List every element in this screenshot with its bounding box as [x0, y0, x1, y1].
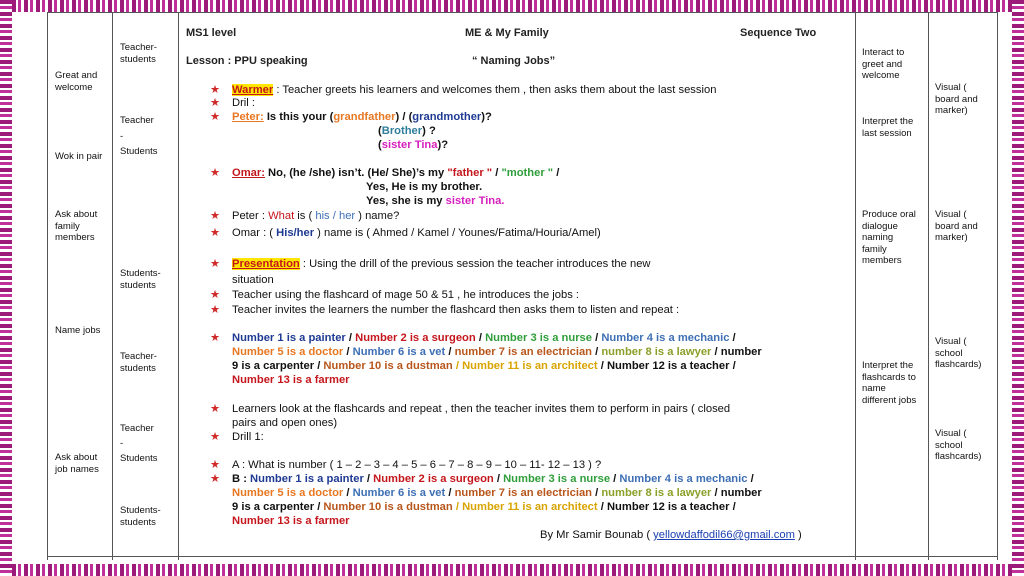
- answer-b-label: B :: [232, 473, 247, 485]
- omar-label: Omar:: [232, 167, 265, 179]
- omar-name-answer: ★ Omar : ( His/her ) name is ( Ahmed / Kamel / Younes/Fatima/Houria/Amel): [210, 227, 601, 239]
- separator: ) ?: [422, 125, 436, 137]
- answer-text: No, (he /she) isn’t. (He/ She)’s my: [264, 167, 448, 179]
- pairs-instruction-2: [210, 417, 337, 430]
- jobs-line-4: [210, 374, 350, 387]
- sequence-label: Sequence Two: [740, 27, 817, 39]
- decorative-border-right: [1012, 0, 1024, 576]
- decorative-border-bottom: [0, 564, 1024, 576]
- peter-name-question: ★ Peter : What is ( his / her ) name?: [210, 210, 400, 222]
- material-1: Visual ( board and marker): [935, 82, 978, 116]
- interaction-1: Teacher-students: [120, 42, 157, 65]
- stage-greet: Great and welcome: [55, 70, 98, 93]
- jobs-line-2: Number 5 is a doctor / Number 6 is a vet / number 7 is an electrician / number 8 is a lawyer / number: [232, 346, 762, 358]
- question-a: ★ A : What is number ( 1 – 2 – 3 – 4 – 5 – 6 – 7 – 8 – 9 – 10 – 11- 12 – 13 ) ?: [210, 459, 602, 471]
- objective-3: Produce oral dialogue naming family members: [862, 209, 916, 266]
- author-email-link[interactable]: yellowdaffodil66@gmail.com: [653, 529, 795, 541]
- presentation-line: ★ Presentation : Using the drill of the previous session the teacher introduces the new: [210, 258, 651, 270]
- drill1-label: Drill 1:: [232, 431, 264, 443]
- word-what: What: [268, 210, 295, 222]
- separator: (: [378, 125, 382, 137]
- peter-label: Peter:: [232, 111, 264, 123]
- material-2: Visual ( board and marker): [935, 209, 978, 243]
- answer-b-line-4: [210, 515, 350, 528]
- word-grandfather: grandfather: [333, 111, 396, 123]
- interaction-8: Students-students: [120, 505, 161, 528]
- separator: ) name?: [355, 210, 400, 222]
- separator: )?: [481, 111, 492, 123]
- job-10: Number 10 is a dustman: [323, 360, 453, 372]
- job-5: Number 5 is a doctor: [232, 346, 344, 358]
- yes-brother: Yes, He is my brother.: [366, 181, 483, 193]
- peter-label: Peter :: [232, 210, 269, 222]
- job-1: Number 1 is a painter: [232, 332, 346, 344]
- job-11: Number 11 is an architect: [462, 501, 598, 513]
- question-text: Is this your (: [263, 111, 334, 123]
- job-13: Number 13 is a farmer: [232, 374, 350, 386]
- word-sister-tina: sister Tina: [381, 139, 438, 151]
- interaction-6: Teacher: [120, 423, 154, 434]
- interaction-7a: -: [120, 438, 124, 449]
- interaction-3b: Students: [120, 146, 158, 157]
- separator: /: [492, 167, 502, 179]
- answer-b-line-2: Number 5 is a doctor / Number 6 is a vet / number 7 is an electrician / number 8 is a lawyer / number: [232, 487, 762, 499]
- job-4: Number 4 is a mechanic: [619, 473, 748, 485]
- level-label: MS1 level: [186, 27, 237, 39]
- job-8: number 8 is a lawyer: [601, 487, 712, 499]
- interaction-2: Teacher: [120, 115, 154, 126]
- answer-b-line-1: ★ B : Number 1 is a painter / Number 2 is a surgeon / Number 3 is a nurse / Number 4 is a mechanic /: [210, 473, 754, 485]
- material-4: Visual ( school flashcards): [935, 428, 982, 462]
- separator: )?: [437, 139, 449, 151]
- decorative-border-left: [0, 0, 12, 576]
- job-6: Number 6 is a vet: [352, 487, 446, 499]
- drill-line: ★ Dril :: [210, 97, 255, 109]
- separator: /: [553, 167, 560, 179]
- situation-line: [210, 274, 274, 287]
- job-2: Number 2 is a surgeon: [355, 332, 476, 344]
- job-11: Number 11 is an architect: [462, 360, 598, 372]
- job-1: Number 1 is a painter: [250, 473, 364, 485]
- interaction-5: Teacher-students: [120, 351, 157, 374]
- stage-pair: Wok in pair: [55, 151, 103, 162]
- warmer-line: ★ Warmer : Teacher greets his learners and welcomes them , then asks them about the last session: [210, 84, 717, 96]
- names-list: ) name is ( Ahmed / Kamel / Younes/Fatima/Houria/Amel): [314, 227, 601, 239]
- flashcard-text: Teacher using the flashcard of mage 50 & 51 , he introduces the jobs :: [232, 289, 580, 301]
- brother-option: [378, 125, 436, 138]
- objective-2: Interpret the last session: [862, 116, 914, 139]
- job-3: Number 3 is a nurse: [485, 332, 593, 344]
- author-name: By Mr Samir Bounab (: [540, 529, 654, 541]
- word-mother: "mother ": [501, 167, 554, 179]
- job-6: Number 6 is a vet: [352, 346, 446, 358]
- omar-answer: ★ Omar: No, (he /she) isn’t. (He/ She)’s my "father " / "mother " /: [210, 167, 560, 179]
- warmer-label: Warmer: [232, 84, 274, 96]
- interaction-4: Students-students: [120, 268, 161, 291]
- separator: ): [794, 529, 802, 541]
- table-line: [47, 556, 998, 557]
- word-grandmother: grandmother: [412, 111, 482, 123]
- omar-label: Omar : (: [232, 227, 277, 239]
- word-father: "father ": [447, 167, 493, 179]
- unit-title: ME & My Family: [465, 27, 549, 39]
- job-7: number 7 is an electrician: [454, 346, 593, 358]
- job-12: Number 12 is a teacher /: [606, 501, 736, 513]
- author-credit: [540, 529, 802, 542]
- pairs-text: Learners look at the flashcards and repeat , then the teacher invites them to perform in pairs ( closed: [232, 403, 731, 415]
- presentation-text: : Using the drill of the previous session the teacher introduces the new: [299, 258, 651, 270]
- question-a-text: A : What is number ( 1 – 2 – 3 – 4 – 5 – 6 – 7 – 8 – 9 – 10 – 11- 12 – 13 ) ?: [232, 459, 602, 471]
- jobs-line-1: ★ Number 1 is a painter / Number 2 is a surgeon / Number 3 is a nurse / Number 4 is a mechanic /: [210, 332, 736, 344]
- job-8: number 8 is a lawyer: [601, 346, 712, 358]
- situation-text: situation: [232, 274, 274, 286]
- separator: ) / (: [395, 111, 413, 123]
- job-9: 9 is a carpenter: [232, 501, 315, 513]
- word-sister-tina: sister Tina.: [445, 195, 505, 207]
- separator: (: [378, 139, 382, 151]
- material-3: Visual ( school flashcards): [935, 336, 982, 370]
- job-13: Number 13 is a farmer: [232, 515, 350, 527]
- answer-b-line-3: 9 is a carpenter / Number 10 is a dustman / Number 11 is an architect / Number 12 is a teacher /: [232, 501, 736, 513]
- lesson-label: Lesson : PPU speaking: [186, 55, 308, 67]
- table-line: [47, 12, 48, 560]
- table-line: [112, 12, 113, 560]
- yes-sister-text: Yes, she is my: [366, 195, 446, 207]
- yes-sister: [366, 195, 504, 208]
- table-line: [928, 12, 929, 560]
- pairs-instruction: ★ Learners look at the flashcards and repeat , then the teacher invites them to perform in pairs ( closed: [210, 403, 731, 415]
- word-brother: Brother: [381, 125, 423, 137]
- table-line: [855, 12, 856, 560]
- interaction-3a: -: [120, 131, 124, 142]
- pairs-text: pairs and open ones): [232, 417, 338, 429]
- stage-jobs: Name jobs: [55, 325, 101, 336]
- job-10: Number 10 is a dustman: [323, 501, 453, 513]
- table-line: [178, 12, 179, 560]
- word-his-her: his / her: [315, 210, 356, 222]
- objective-1: Interact to greet and welcome: [862, 47, 905, 81]
- table-line: [997, 12, 998, 560]
- peter-question: ★ Peter: Is this your (grandfather) / (grandmother)?: [210, 111, 492, 123]
- separator: is (: [294, 210, 316, 222]
- flashcard-repeat: ★ Teacher invites the learners the number the flashcard then asks them to listen and repeat :: [210, 304, 680, 316]
- jobs-line-3: 9 is a carpenter / Number 10 is a dustman / Number 11 is an architect / Number 12 is a teacher /: [232, 360, 736, 372]
- flashcard-text: Teacher invites the learners the number the flashcard then asks them to listen and repeat :: [232, 304, 680, 316]
- stage-family: Ask about family members: [55, 209, 98, 243]
- warmer-text: : Teacher greets his learners and welcomes them , then asks them about the last session: [273, 84, 717, 96]
- job-9-start: number: [720, 346, 762, 358]
- objective-4: Interpret the flashcards to name different jobs: [862, 360, 917, 406]
- drill-label: Dril :: [232, 97, 255, 109]
- job-12: Number 12 is a teacher /: [606, 360, 736, 372]
- presentation-label: Presentation: [232, 258, 300, 270]
- decorative-border-top: [0, 0, 1024, 12]
- job-5: Number 5 is a doctor: [232, 487, 344, 499]
- job-7: number 7 is an electrician: [454, 487, 593, 499]
- drill1-line: ★ Drill 1:: [210, 431, 264, 443]
- stage-ask-jobs: Ask about job names: [55, 452, 99, 475]
- flashcard-intro: ★ Teacher using the flashcard of mage 50 & 51 , he introduces the jobs :: [210, 289, 580, 301]
- job-4: Number 4 is a mechanic: [601, 332, 730, 344]
- interaction-7b: Students: [120, 453, 158, 464]
- job-2: Number 2 is a surgeon: [373, 473, 494, 485]
- job-9: 9 is a carpenter: [232, 360, 315, 372]
- table-line: [47, 12, 998, 13]
- word-his-her: His/her: [276, 227, 315, 239]
- sister-option: [378, 139, 448, 152]
- job-3: Number 3 is a nurse: [503, 473, 611, 485]
- job-9-start: number: [720, 487, 762, 499]
- lesson-title: “ Naming Jobs”: [472, 55, 556, 67]
